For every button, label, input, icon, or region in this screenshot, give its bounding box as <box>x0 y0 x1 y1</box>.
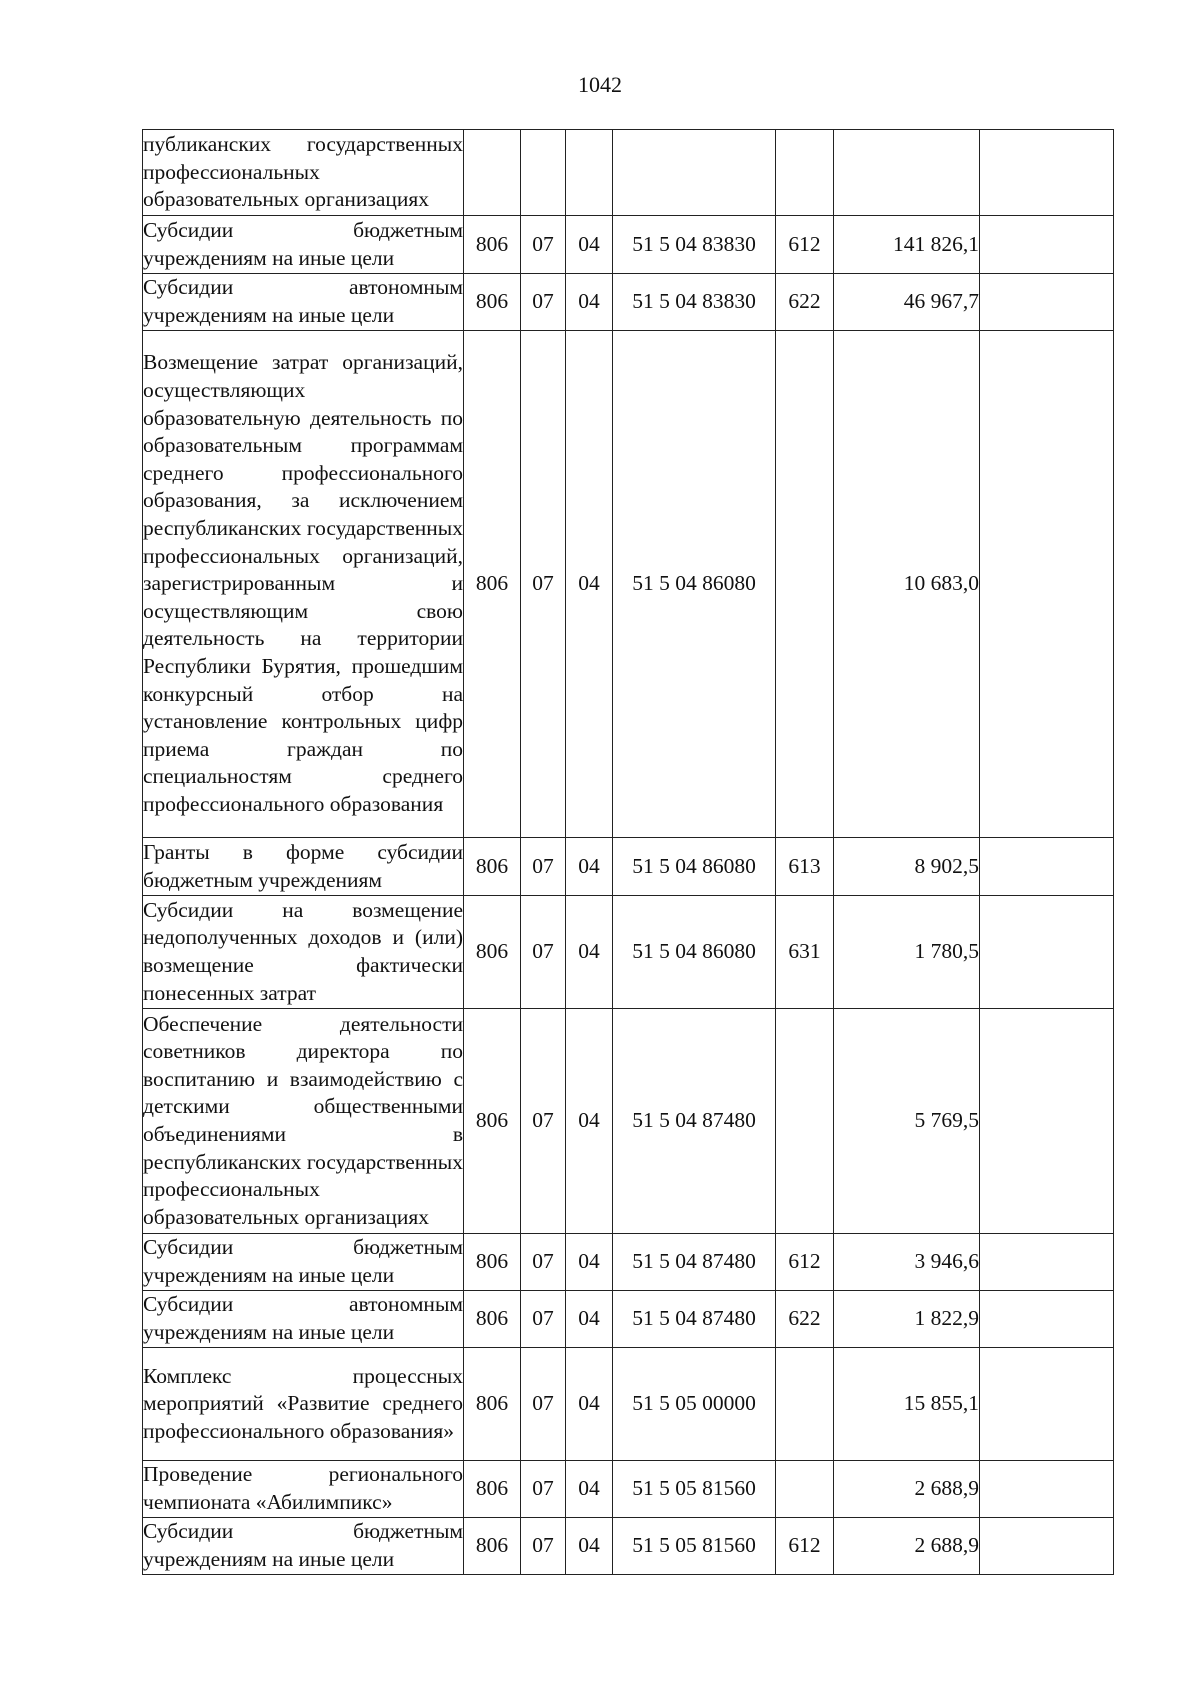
section-code: 07 <box>521 1234 566 1291</box>
table-row <box>143 896 1114 1009</box>
subsection-code: 04 <box>566 1009 613 1234</box>
extra-cell <box>980 896 1114 1009</box>
grbs-code: 806 <box>464 331 521 838</box>
expense-type-code: 622 <box>776 1291 834 1348</box>
table-row <box>143 331 1114 838</box>
target-article-code: 51 5 05 00000 <box>613 1348 776 1461</box>
subsection-code: 04 <box>566 1461 613 1518</box>
table-row <box>143 1291 1114 1348</box>
subsection-code: 04 <box>566 1234 613 1291</box>
extra-cell <box>980 1461 1114 1518</box>
grbs-code: 806 <box>464 1291 521 1348</box>
grbs-code: 806 <box>464 274 521 331</box>
row-description: Проведение регионального чемпионата «Абилимпикс» <box>143 1461 464 1518</box>
extra-cell <box>980 1009 1114 1234</box>
subsection-code: 04 <box>566 896 613 1009</box>
section-code: 07 <box>521 1009 566 1234</box>
extra-cell <box>980 1234 1114 1291</box>
table-row <box>143 274 1114 331</box>
row-description: Субсидии автономным учреждениям на иные цели <box>143 1291 464 1348</box>
subsection-code <box>566 130 613 216</box>
table-row <box>143 216 1114 274</box>
expense-type-code: 631 <box>776 896 834 1009</box>
target-article-code: 51 5 04 86080 <box>613 896 776 1009</box>
row-description: Обеспечение деятельности советников директора по воспитанию и взаимодействию с детскими общественными объединениями в республиканских государственных профессиональных образовательных организациях <box>143 1009 464 1234</box>
page-number: 1042 <box>578 72 622 97</box>
amount-cell <box>834 130 980 216</box>
amount-cell: 1 780,5 <box>834 896 980 1009</box>
table-row <box>143 1234 1114 1291</box>
row-description: Субсидии бюджетным учреждениям на иные цели <box>143 1518 464 1575</box>
amount-cell: 46 967,7 <box>834 274 980 331</box>
subsection-code: 04 <box>566 1518 613 1575</box>
row-description: Гранты в форме субсидии бюджетным учреждениям <box>143 838 464 896</box>
extra-cell <box>980 1348 1114 1461</box>
amount-cell: 8 902,5 <box>834 838 980 896</box>
expense-type-code <box>776 331 834 838</box>
grbs-code: 806 <box>464 1009 521 1234</box>
table-row <box>143 838 1114 896</box>
table-row <box>143 1518 1114 1575</box>
expense-type-code <box>776 1009 834 1234</box>
table-row <box>143 1009 1114 1234</box>
expense-type-code <box>776 130 834 216</box>
section-code: 07 <box>521 1348 566 1461</box>
grbs-code: 806 <box>464 1234 521 1291</box>
subsection-code: 04 <box>566 274 613 331</box>
grbs-code: 806 <box>464 1518 521 1575</box>
extra-cell <box>980 216 1114 274</box>
row-description: публиканских государственных профессиональных образовательных организациях <box>143 130 464 216</box>
target-article-code: 51 5 04 86080 <box>613 838 776 896</box>
expense-type-code <box>776 1461 834 1518</box>
grbs-code <box>464 130 521 216</box>
row-description: Возмещение затрат организаций, осуществляющих образовательную деятельность по образовательным программам среднего профессионального образования, за исключением республиканских государственных профессиональных организаций, зарегистрированным и осуществляющим свою деятельность на территории Республики Бурятия, прошедшим конкурсный отбор на установление контрольных цифр приема граждан по специальностям среднего профессионального образования <box>143 331 464 838</box>
row-description: Субсидии бюджетным учреждениям на иные цели <box>143 216 464 274</box>
amount-cell: 2 688,9 <box>834 1518 980 1575</box>
section-code: 07 <box>521 216 566 274</box>
target-article-code: 51 5 05 81560 <box>613 1461 776 1518</box>
subsection-code: 04 <box>566 331 613 838</box>
grbs-code: 806 <box>464 1348 521 1461</box>
section-code: 07 <box>521 896 566 1009</box>
expense-type-code: 613 <box>776 838 834 896</box>
target-article-code: 51 5 04 87480 <box>613 1009 776 1234</box>
section-code: 07 <box>521 331 566 838</box>
section-code: 07 <box>521 274 566 331</box>
target-article-code: 51 5 04 87480 <box>613 1234 776 1291</box>
amount-cell: 141 826,1 <box>834 216 980 274</box>
table-row <box>143 1461 1114 1518</box>
table-row <box>143 1348 1114 1461</box>
row-description: Комплекс процессных мероприятий «Развитие среднего профессионального образования» <box>143 1348 464 1461</box>
row-description: Субсидии автономным учреждениям на иные цели <box>143 274 464 331</box>
target-article-code: 51 5 04 83830 <box>613 274 776 331</box>
amount-cell: 15 855,1 <box>834 1348 980 1461</box>
budget-table <box>142 129 1114 1575</box>
extra-cell <box>980 838 1114 896</box>
expense-type-code: 612 <box>776 1234 834 1291</box>
table-row <box>143 130 1114 216</box>
row-description: Субсидии на возмещение недополученных доходов и (или) возмещение фактически понесенных затрат <box>143 896 464 1009</box>
grbs-code: 806 <box>464 1461 521 1518</box>
extra-cell <box>980 1518 1114 1575</box>
target-article-code: 51 5 04 83830 <box>613 216 776 274</box>
section-code: 07 <box>521 1291 566 1348</box>
section-code: 07 <box>521 1518 566 1575</box>
grbs-code: 806 <box>464 896 521 1009</box>
subsection-code: 04 <box>566 1291 613 1348</box>
extra-cell <box>980 1291 1114 1348</box>
subsection-code: 04 <box>566 216 613 274</box>
expense-type-code <box>776 1348 834 1461</box>
expense-type-code: 612 <box>776 216 834 274</box>
amount-cell: 1 822,9 <box>834 1291 980 1348</box>
target-article-code: 51 5 05 81560 <box>613 1518 776 1575</box>
target-article-code <box>613 130 776 216</box>
section-code <box>521 130 566 216</box>
amount-cell: 5 769,5 <box>834 1009 980 1234</box>
subsection-code: 04 <box>566 1348 613 1461</box>
expense-type-code: 612 <box>776 1518 834 1575</box>
target-article-code: 51 5 04 86080 <box>613 331 776 838</box>
amount-cell: 10 683,0 <box>834 331 980 838</box>
extra-cell <box>980 274 1114 331</box>
extra-cell <box>980 331 1114 838</box>
amount-cell: 3 946,6 <box>834 1234 980 1291</box>
section-code: 07 <box>521 838 566 896</box>
row-description: Субсидии бюджетным учреждениям на иные цели <box>143 1234 464 1291</box>
extra-cell <box>980 130 1114 216</box>
grbs-code: 806 <box>464 216 521 274</box>
amount-cell: 2 688,9 <box>834 1461 980 1518</box>
expense-type-code: 622 <box>776 274 834 331</box>
grbs-code: 806 <box>464 838 521 896</box>
target-article-code: 51 5 04 87480 <box>613 1291 776 1348</box>
subsection-code: 04 <box>566 838 613 896</box>
section-code: 07 <box>521 1461 566 1518</box>
